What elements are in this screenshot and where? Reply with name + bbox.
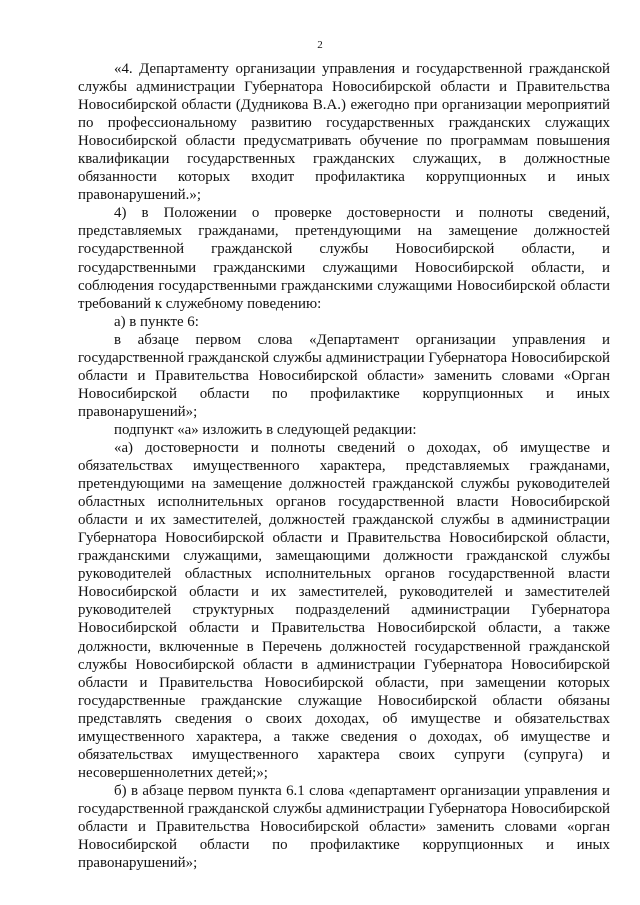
paragraph-subpoint-a-new-wording-intro: подпункт «а» изложить в следующей редакции: xyxy=(114,421,417,438)
paragraph-item-4-department-training: «4. Департаменту организации управления и государственной гражданской службы администрации Губернатора Новосибирской области и Правительства Новосибирской области (Дудникова В.А.) ежегодно при организации мероприятий по профессиональному развитию государственных гражданских служащих Новосибирской области предусматривать обучение по программам повышения квалификации государственных гражданских служащих, в должностные обязанности которых входит профилактика коррупционных и иных правонарушений.»; xyxy=(78,61,610,204)
page-number: 2 xyxy=(317,39,323,51)
paragraph-subitem-4-regulation: 4) в Положении о проверке достоверности и полноты сведений, представляемых гражданами, претендующими на замещение должностей государственной гражданской службы Новосибирской области, и государственными гражданскими служащими Новосибирской области, и соблюдения государственными гражданскими служащими Новосибирской области требований к служебному поведению: xyxy=(78,205,610,312)
paragraph-subpoint-a-new-wording: «а) достоверности и полноты сведений о доходах, об имуществе и обязательствах имущественного характера, представляемых гражданами, претендующими на замещение должностей гражданской службы руководителей областных исполнительных органов государственной власти Новосибирской области и их заместителей, должностей гражданской службы в администрации Губернатора Новосибирской области и Правительства Новосибирской области, гражданскими служащими, замещающими должности гражданской службы руководителей областных исполнительных органов государственной власти Новосибирской области и их заместителей, руководителей и заместителей руководителей структурных подразделений администрации Губернатора Новосибирской области и Правительства Новосибирской области, а также должности, включенные в Перечень должностей государственной гражданской службы Новосибирской области в администрации Губернатора Новосибирской области и Правительства Новосибирской области, при замещении которых государственные гражданские служащие Новосибирской области обязаны представлять сведения о своих доходах, об имуществе и обязательствах имущественного характера, а также сведения о доходах, об имуществе и обязательствах имущественного характера своих супруги (супруга) и несовершеннолетних детей;»; xyxy=(78,439,610,781)
paragraph-point-b-clause-6-1: б) в абзаце первом пункта 6.1 слова «департамент организации управления и государственной гражданской службы администрации Губернатора Новосибирской области и Правительства Новосибирской области» заменить словами «орган Новосибирской области по профилактике коррупционных и иных правонарушений»; xyxy=(78,782,610,872)
paragraph-point-a-in-clause-6: а) в пункте 6: xyxy=(114,313,199,330)
paragraph-first-abzac-replacement: в абзаце первом слова «Департамент организации управления и государственной гражданской службы администрации Губернатора Новосибирской области и Правительства Новосибирской области» заменить словами «Орган Новосибирской области по профилактике коррупционных и иных правонарушений»; xyxy=(78,331,610,420)
document-body xyxy=(78,60,610,872)
